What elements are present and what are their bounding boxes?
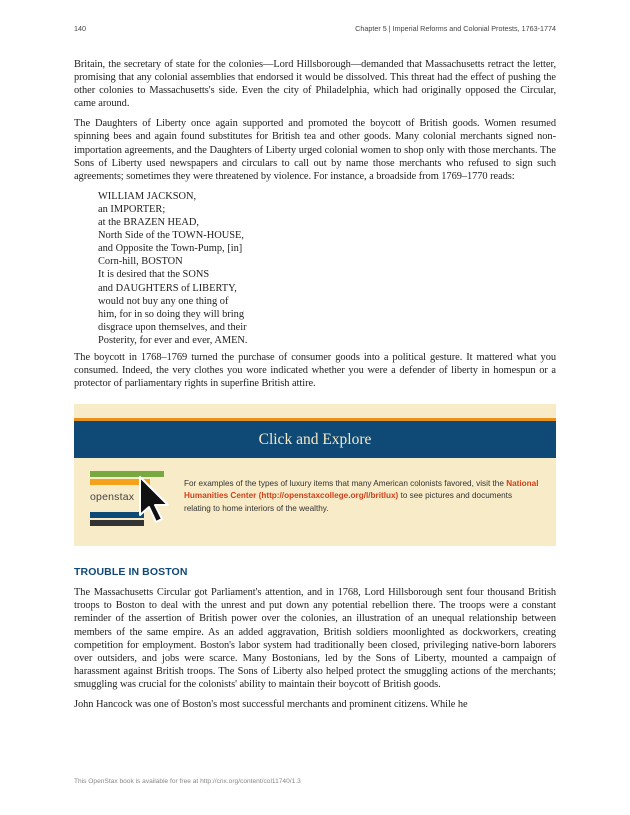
logo-stripe	[90, 512, 144, 518]
broadside-quote	[98, 190, 556, 347]
box-top-band	[74, 404, 556, 418]
paragraph: John Hancock was one of Boston's most successful merchants and prominent citizens. While he	[74, 699, 468, 710]
explore-text-before: For examples of the types of luxury items that many American colonists favored, visit the	[184, 479, 507, 489]
explore-text-after: to see pictures and documents relating to home interiors of the wealthy.	[184, 491, 513, 513]
quote-line: WILLIAM JACKSON,	[98, 190, 197, 202]
logo-wordmark: openstax	[90, 491, 135, 504]
explore-description	[184, 478, 540, 515]
quote-line: Corn-hill, BOSTON	[98, 256, 183, 268]
national-humanities-center-link[interactable]: National Humanities Center (http://openstaxcollege.org/l/britlux)	[184, 479, 539, 501]
quote-line: would not buy any one thing of	[98, 295, 229, 307]
quote-line: at the BRAZEN HEAD,	[98, 217, 200, 229]
page-footer: This OpenStax book is available for free at http://cnx.org/content/col11740/1.3	[74, 778, 301, 785]
paragraph: The Massachusetts Circular got Parliament's attention, and in 1768, Lord Hillsborough sent four thousand British troops to Boston to deal with the unrest and put down any potential rebellion there. The troops were a constant reminder of the assertion of British power over the colonies, an illustration of an unequal relationship between members of the same empire. As an added aggravation, British soldiers moonlighted as dockworkers, creating competition for employment. Boston's labor system had traditionally been closed, privileging native-born laborers over outsiders, and jobs were scarce. Many Bostonians, led by the Sons of Liberty, mounted a campaign of harassment against British troops. The Sons of Liberty also helped protect the smuggling actions of the merchants; smuggling was crucial for the colonists' ability to maintain their boycott of British goods.	[74, 587, 556, 690]
chapter-title: Chapter 5 | Imperial Reforms and Colonial Protests, 1763-1774	[355, 24, 556, 33]
quote-line: and DAUGHTERS of LIBERTY,	[98, 282, 237, 294]
page-content	[74, 58, 556, 718]
logo-stripe	[90, 520, 144, 526]
cursor-arrow-icon	[138, 475, 172, 525]
paragraph: Britain, the secretary of state for the colonies—Lord Hillsborough—demanded that Massachusetts retract the letter, promising that any colonial assemblies that endorsed it would be dissolved. This threat had the effect of pushing the other colonies to Massachusetts's side. Even the city of Philadelphia, which had originally opposed the Circular, came around.	[74, 59, 556, 110]
quote-line: Posterity, for ever and ever, AMEN.	[98, 334, 248, 346]
paragraph: The Daughters of Liberty once again supported and promoted the boycott of British goods. Women resumed spinning bees and again found substitutes for British tea and other goods. Many colonial merchants signed non-importation agreements, and the Daughters of Liberty urged colonial women to shop only with those merchants. The Sons of Liberty used newspapers and circulars to call out by name those merchants who refused to sign such agreements; sometimes they were threatened by violence. For instance, a broadside from 1769–1770 reads:	[74, 118, 556, 182]
quote-line: and Opposite the Town-Pump, [in]	[98, 243, 243, 255]
quote-line: an IMPORTER;	[98, 203, 166, 215]
click-and-explore-box	[74, 404, 556, 546]
paragraph: The boycott in 1768–1769 turned the purchase of consumer goods into a political gesture. It mattered what you consumed. Indeed, the very clothes you wore indicated whether you were a defender of liberty in homespun or a protector of parliamentary rights in superfine British attire.	[74, 351, 556, 390]
quote-line: him, for in so doing they will bring	[98, 308, 245, 320]
box-title: Click and Explore	[74, 421, 556, 458]
page-number: 140	[74, 24, 86, 33]
openstax-cursor-logo	[90, 471, 172, 527]
quote-line: North Side of the TOWN-HOUSE,	[98, 230, 244, 242]
section-heading: TROUBLE IN BOSTON	[74, 566, 188, 579]
quote-line: It is desired that the SONS	[98, 269, 210, 281]
quote-line: disgrace upon themselves, and their	[98, 321, 247, 333]
